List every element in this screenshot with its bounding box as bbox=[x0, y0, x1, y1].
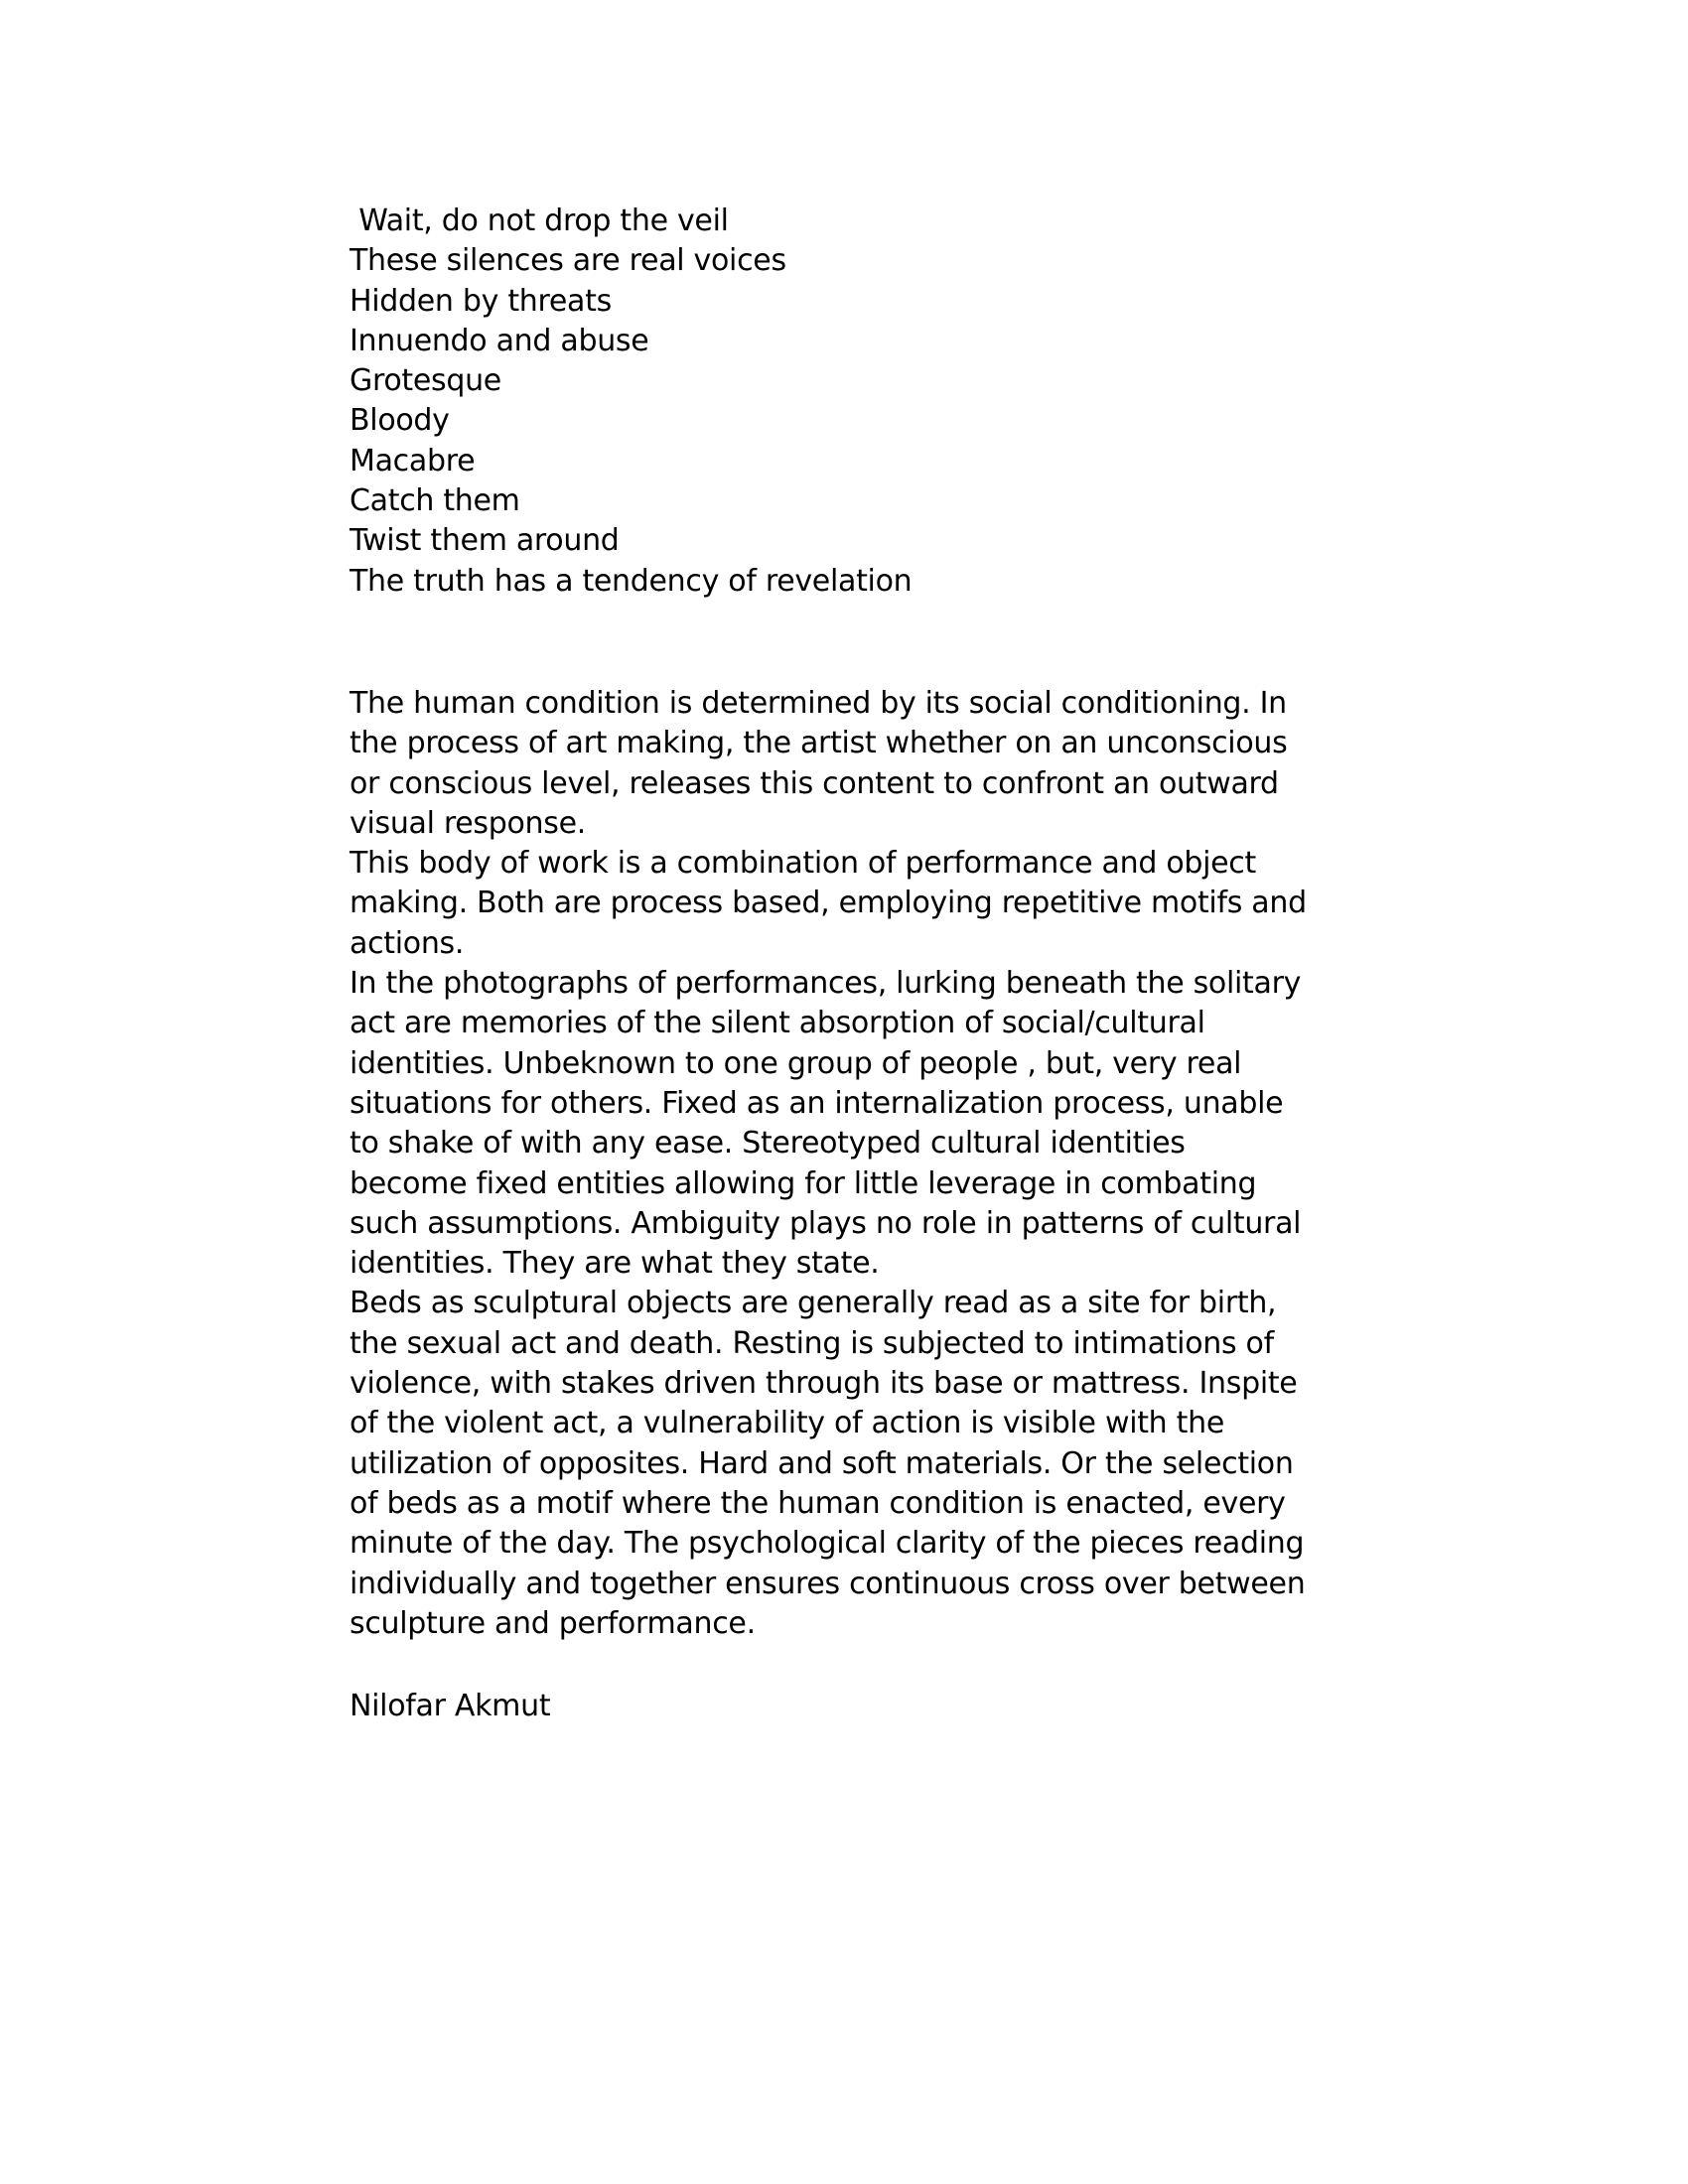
statement-line: such assumptions. Ambiguity plays no role in patterns of cultural bbox=[350, 1205, 1302, 1241]
poem-line: Twist them around bbox=[350, 523, 620, 559]
statement-line: Beds as sculptural objects are generally read as a site for birth, bbox=[350, 1286, 1277, 1321]
poem-line: Innuendo and abuse bbox=[350, 323, 649, 358]
statement-line: the process of art making, the artist whether on an unconscious bbox=[350, 726, 1288, 761]
statement-line: identities. Unbeknown to one group of people , but, very real bbox=[350, 1045, 1242, 1081]
poem-line: The truth has a tendency of revelation bbox=[350, 563, 913, 599]
poem-line: Grotesque bbox=[350, 363, 501, 399]
statement-line: making. Both are process based, employing repetitive motifs and bbox=[350, 886, 1307, 921]
statement-line: sculpture and performance. bbox=[350, 1605, 756, 1641]
poem-line: Catch them bbox=[350, 483, 520, 519]
statement-line: minute of the day. The psychological clarity of the pieces reading bbox=[350, 1526, 1305, 1562]
statement-line: the sexual act and death. Resting is subjected to intimations of bbox=[350, 1325, 1274, 1361]
statement-line: become fixed entities allowing for little leverage in combating bbox=[350, 1165, 1257, 1201]
artist-name: Nilofar Akmut bbox=[350, 1689, 551, 1724]
statement-line: individually and together ensures continuous cross over between bbox=[350, 1566, 1306, 1601]
statement-line: or conscious level, releases this content to confront an outward bbox=[350, 765, 1279, 801]
text-block bbox=[350, 202, 1541, 1726]
statement-line: situations for others. Fixed as an internalization process, unable bbox=[350, 1085, 1284, 1121]
poem-line: Hidden by threats bbox=[350, 283, 612, 319]
poem-line: Bloody bbox=[350, 403, 450, 439]
statement-line: actions. bbox=[350, 925, 465, 961]
statement-line: of beds as a motif where the human condition is enacted, every bbox=[350, 1485, 1286, 1521]
statement-line: In the photographs of performances, lurking beneath the solitary bbox=[350, 966, 1302, 1002]
poem bbox=[350, 202, 1541, 602]
statement-line: act are memories of the silent absorption of social/cultural bbox=[350, 1006, 1205, 1041]
poem-line: Macabre bbox=[350, 443, 476, 478]
poem-line: These silences are real voices bbox=[350, 243, 786, 279]
statement-line: The human condition is determined by its social conditioning. In bbox=[350, 685, 1287, 721]
statement-line: identities. They are what they state. bbox=[350, 1246, 880, 1282]
statement-line: visual response. bbox=[350, 805, 586, 841]
statement-line: This body of work is a combination of performance and object bbox=[350, 846, 1256, 882]
statement-line: to shake of with any ease. Stereotyped cultural identities bbox=[350, 1126, 1186, 1161]
poem-line: Wait, do not drop the veil bbox=[350, 204, 729, 238]
statement-line: of the violent act, a vulnerability of action is visible with the bbox=[350, 1406, 1224, 1441]
artist-statement bbox=[350, 684, 1541, 1644]
statement-line: utilization of opposites. Hard and soft materials. Or the selection bbox=[350, 1445, 1294, 1481]
signature bbox=[350, 1687, 1541, 1726]
statement-line: violence, with stakes driven through its base or mattress. Inspite bbox=[350, 1366, 1298, 1402]
